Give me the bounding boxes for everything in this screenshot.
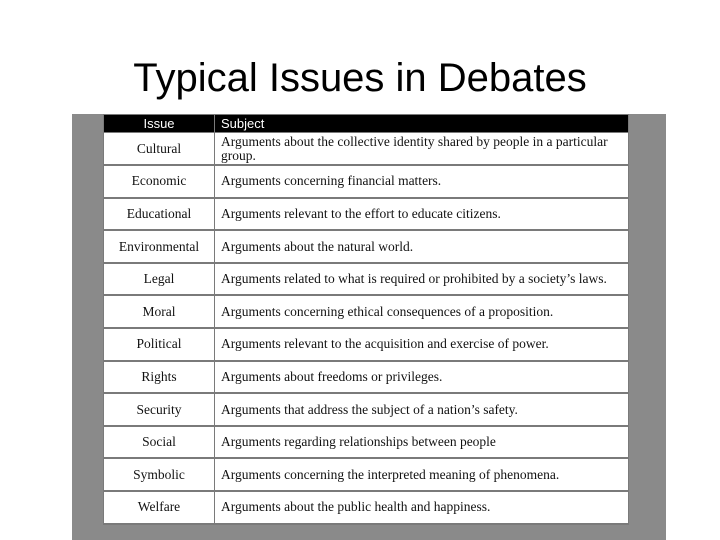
subject-cell: Arguments concerning the interpreted meaning of phenomena. bbox=[215, 458, 629, 491]
issue-cell: Environmental bbox=[104, 230, 215, 263]
subject-cell: Arguments that address the subject of a nation’s safety. bbox=[215, 393, 629, 426]
table-row bbox=[104, 426, 629, 459]
table-row bbox=[104, 230, 629, 263]
issue-cell: Cultural bbox=[104, 133, 215, 166]
table-row bbox=[104, 133, 629, 166]
subject-cell: Arguments relevant to the acquisition and exercise of power. bbox=[215, 328, 629, 361]
table-row bbox=[104, 491, 629, 524]
table-row bbox=[104, 361, 629, 394]
slide-title: Typical Issues in Debates bbox=[133, 56, 587, 100]
subject-cell: Arguments about the natural world. bbox=[215, 230, 629, 263]
subject-cell: Arguments regarding relationships between people bbox=[215, 426, 629, 459]
table-row bbox=[104, 393, 629, 426]
issues-table bbox=[103, 114, 629, 525]
issue-cell: Moral bbox=[104, 295, 215, 328]
table-row bbox=[104, 328, 629, 361]
table-row bbox=[104, 295, 629, 328]
table-header-row bbox=[104, 115, 629, 133]
issue-cell: Rights bbox=[104, 361, 215, 394]
issue-cell: Political bbox=[104, 328, 215, 361]
issue-cell: Symbolic bbox=[104, 458, 215, 491]
header-issue: Issue bbox=[104, 115, 215, 133]
subject-cell: Arguments related to what is required or prohibited by a society’s laws. bbox=[215, 263, 629, 296]
table-row bbox=[104, 263, 629, 296]
issue-cell: Security bbox=[104, 393, 215, 426]
issue-cell: Economic bbox=[104, 165, 215, 198]
table-row bbox=[104, 198, 629, 231]
subject-cell: Arguments concerning financial matters. bbox=[215, 165, 629, 198]
table-row bbox=[104, 165, 629, 198]
subject-cell: Arguments about freedoms or privileges. bbox=[215, 361, 629, 394]
subject-cell: Arguments about the public health and happiness. bbox=[215, 491, 629, 524]
table-row bbox=[104, 458, 629, 491]
issue-cell: Legal bbox=[104, 263, 215, 296]
issue-cell: Social bbox=[104, 426, 215, 459]
subject-cell: Arguments about the collective identity shared by people in a particular group. bbox=[215, 133, 629, 166]
header-subject: Subject bbox=[215, 115, 629, 133]
subject-cell: Arguments concerning ethical consequences of a proposition. bbox=[215, 295, 629, 328]
issue-cell: Welfare bbox=[104, 491, 215, 524]
issue-cell: Educational bbox=[104, 198, 215, 231]
table-frame bbox=[72, 114, 666, 540]
subject-cell: Arguments relevant to the effort to educate citizens. bbox=[215, 198, 629, 231]
